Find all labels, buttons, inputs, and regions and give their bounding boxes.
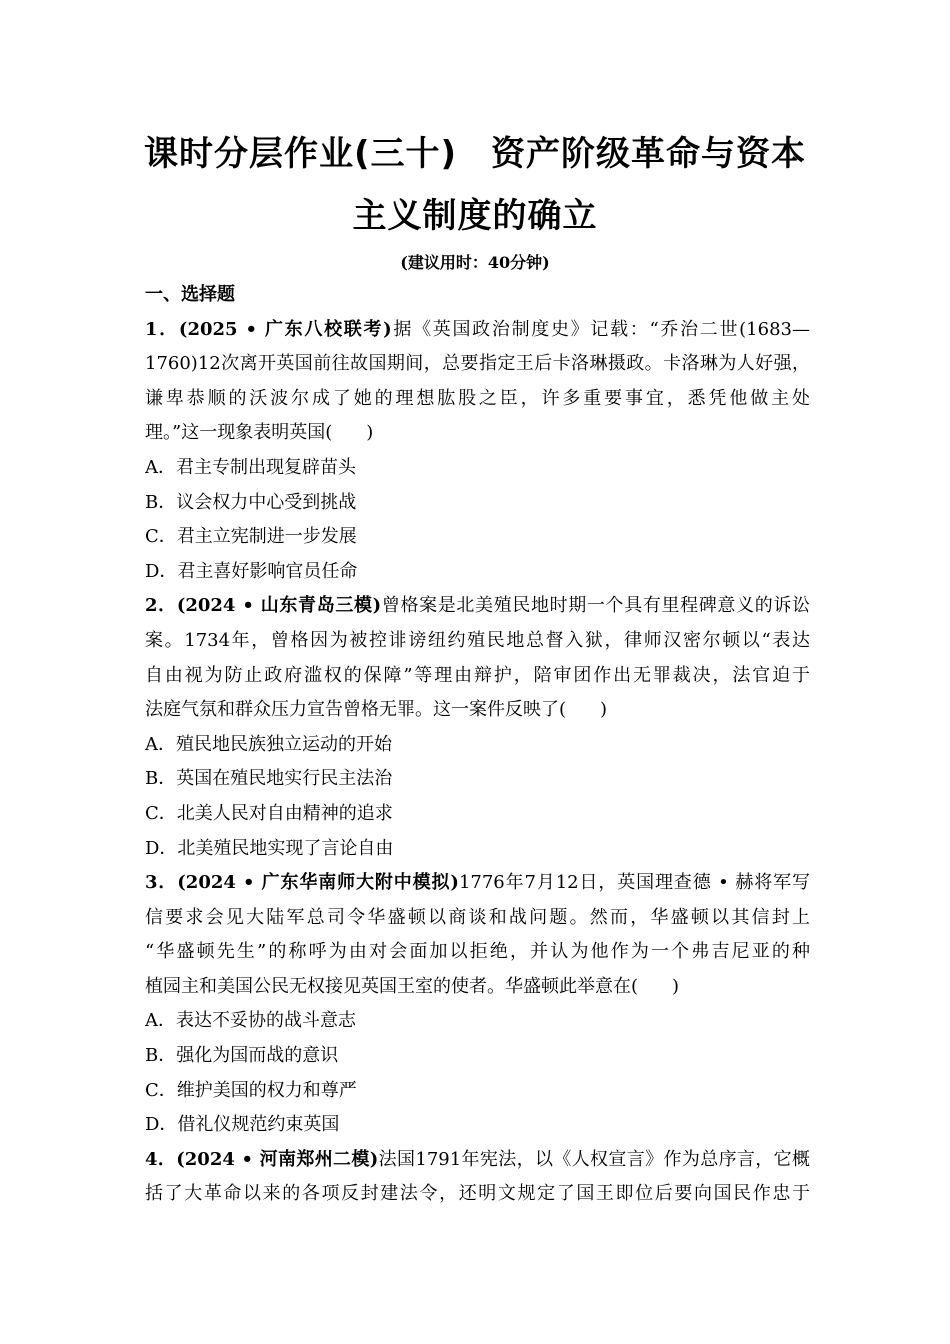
question-line: 1760)12次离开英国前往故国期间，总要指定王后卡洛琳摄政。卡洛琳为人好强，	[145, 353, 810, 375]
answer-paren-close: )	[600, 699, 608, 721]
question-line	[145, 416, 810, 451]
option-a: A．殖民地民族独立运动的开始	[145, 733, 392, 755]
answer-paren-close: )	[366, 422, 374, 444]
question-text: 植园主和美国公民无权接见英国王室的使者。华盛顿此举意在(	[145, 975, 639, 997]
question-text: 理。”这一现象表明英国(	[145, 422, 333, 444]
question-source: (2024 • 山东青岛三模)	[176, 595, 382, 617]
question-text: 1776年7月12日，英国理查德 • 赫将军写	[458, 872, 810, 894]
option-a: A．君主专制出现复辟苗头	[145, 456, 356, 478]
question-line: 案。1734年，曾格因为被控诽谤纽约殖民地总督入狱，律师汉密尔顿以“表达	[145, 629, 810, 651]
question-source: (2024 • 广东华南师大附中模拟)	[177, 872, 459, 894]
question-line: 信要求会见大陆军总司令华盛顿以商谈和战问题。然而，华盛顿以其信封上	[145, 906, 810, 928]
question-line: 自由视为防止政府滥权的保障”等理由辩护，陪审团作出无罪裁决，法官迫于	[145, 664, 810, 686]
answer-paren-close: )	[672, 975, 680, 997]
question-content	[145, 278, 810, 1212]
option-d: D．借礼仪规范约束英国	[145, 1114, 340, 1136]
option-d: D．君主喜好影响官员任命	[145, 560, 358, 582]
page-title-line-1	[0, 126, 950, 175]
question-3	[145, 866, 810, 1143]
question-text: 法庭气氛和群众压力宣告曾格无罪。这一案件反映了(	[145, 699, 567, 721]
question-line	[145, 1143, 810, 1178]
question-line	[145, 589, 810, 624]
section-heading: 一、选择题	[145, 284, 235, 305]
question-2	[145, 589, 810, 866]
question-number: 2．	[145, 595, 177, 617]
question-text: 曾格案是北美殖民地时期一个具有里程碑意义的诉讼	[381, 595, 810, 617]
option-b: B．议会权力中心受到挑战	[145, 491, 357, 513]
question-number: 3．	[145, 872, 178, 894]
question-line: “华盛顿先生”的称呼为由对会面加以拒绝，并认为他作为一个弗吉尼亚的种	[145, 941, 810, 963]
suggested-time: (建议用时：40分钟)	[400, 253, 550, 272]
option-d: D．北美殖民地实现了言论自由	[145, 837, 394, 859]
page-title-line-2: 主义制度的确立	[352, 196, 598, 236]
question-line	[145, 313, 810, 348]
question-4	[145, 1143, 810, 1212]
question-line: 括了大革命以来的各项反封建法令，还明文规定了国王即位后要向国民作忠于	[145, 1183, 810, 1205]
title-series: 课时分层作业(三十)	[143, 134, 458, 174]
option-c: C．北美人民对自由精神的追求	[145, 802, 393, 824]
question-number: 1．	[145, 318, 179, 340]
question-1	[145, 313, 810, 590]
question-source: (2025 • 广东八校联考)	[178, 318, 392, 340]
option-c: C．维护美国的权力和尊严	[145, 1079, 357, 1101]
question-line	[145, 970, 810, 1005]
question-line: 谦卑恭顺的沃波尔成了她的理想肱股之臣，许多重要事宜，悉凭他做主处	[145, 387, 810, 409]
question-line	[145, 866, 810, 901]
question-line	[145, 693, 810, 728]
option-c: C．君主立宪制进一步发展	[145, 526, 357, 548]
option-a: A．表达不妥协的战斗意志	[145, 1010, 356, 1032]
question-source: (2024 • 河南郑州二模)	[176, 1148, 379, 1170]
title-topic: 资产阶级革命与资本	[491, 134, 807, 174]
question-text: 据《英国政治制度史》记载：“乔治二世(1683—	[391, 318, 810, 340]
option-b: B．英国在殖民地实行民主法治	[145, 768, 393, 790]
question-number: 4．	[145, 1148, 177, 1170]
question-text: 法国1791年宪法，以《人权宣言》作为总序言，它概	[378, 1148, 810, 1170]
option-b: B．强化为国而战的意识	[145, 1045, 339, 1067]
